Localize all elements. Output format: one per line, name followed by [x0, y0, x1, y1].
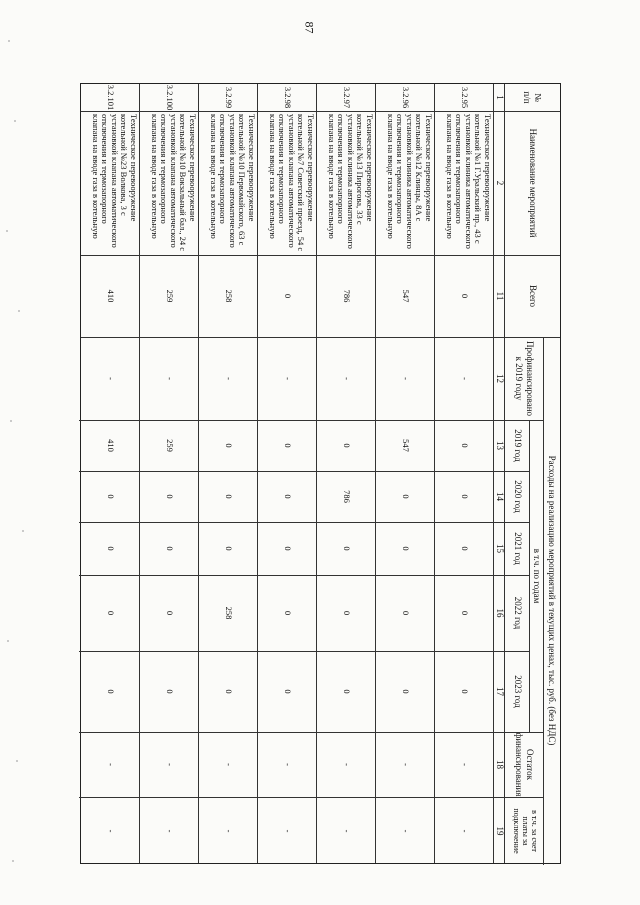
- cell-name: Техническое перевооружение котельной №10 Вокзальный бал., 24 с установкой клапана автоматического отключения и термозапорного клапана на вводе газа в котельную: [149, 114, 198, 252]
- scan-speck: [18, 310, 20, 312]
- cell-y2020: 0: [224, 494, 235, 499]
- header-group-rule: [543, 337, 544, 865]
- cell-y2020: 0: [460, 494, 471, 499]
- cell-name: Техническое перевооружение котельной №10 Первомайского, 63 с установкой клапана автоматического отключения и термозапорного клапана на вводе газа в котельную: [208, 114, 257, 248]
- cell-y2022: 258: [224, 606, 235, 620]
- cell-y2019: 547: [401, 439, 412, 452]
- cell-name: Техническое перевооружение котельной №12 Клинцы, 8А с установкой клиника автоматического отключения и термозапорного клапана на вводе газа в котельную: [385, 114, 434, 249]
- cell-y2022: 0: [401, 610, 412, 616]
- cell-rem: -: [460, 763, 471, 766]
- scan-speck: [16, 760, 18, 762]
- cell-rem: -: [342, 763, 353, 766]
- cell-rem: -: [106, 763, 117, 766]
- cell-fee: -: [224, 829, 235, 833]
- colnum-12: 12: [494, 374, 505, 383]
- cell-num: 3.2.97: [342, 86, 353, 109]
- cell-y2019: 259: [165, 439, 176, 452]
- cell-fee: -: [106, 829, 117, 833]
- cell-total: 410: [106, 289, 117, 303]
- cell-name: Техническое перевооружение котельной №7 Советский проезд, 54 с установкой клапана автоматического отключения и термозапорного клапана на вводе газа в котельную: [267, 114, 316, 252]
- scan-speck: [14, 120, 16, 122]
- scan-speck: [10, 420, 12, 422]
- investment-table: [80, 83, 561, 864]
- colnum-17: 17: [494, 687, 505, 696]
- header-years-rule: [529, 420, 530, 732]
- cell-fee: -: [165, 829, 176, 833]
- row-rule: [257, 84, 258, 863]
- cell-name: Техническое перевооружение котельной №13 Пирогова, 33 с установкой клиника автоматического отключения и термозапорного клапана на вводе газа в котельную: [326, 114, 375, 249]
- scan-speck: [22, 530, 24, 532]
- cell-y2019: 410: [106, 439, 117, 452]
- cell-num: 3.2.100: [165, 84, 176, 111]
- cell-y2023: 0: [342, 689, 353, 694]
- header-expenses-group: Расходы на реализацию мероприятий в текущих ценах, тыс. руб. (без НДС): [547, 455, 558, 746]
- cell-y2022: 0: [283, 610, 294, 616]
- cell-rem: -: [401, 763, 412, 766]
- cell-prof: -: [342, 377, 353, 380]
- page-number: 87: [302, 21, 317, 34]
- cell-y2021: 0: [460, 546, 471, 551]
- cell-y2021: 0: [401, 546, 412, 551]
- scan-speck: [6, 230, 8, 232]
- header-profinanced: Профинансировано к 2019 году: [514, 340, 535, 417]
- cell-y2023: 0: [224, 689, 235, 694]
- header-remainder: Остаток финансирования: [514, 732, 535, 797]
- cell-y2019: 0: [460, 443, 471, 448]
- header-bottom-rule: [504, 84, 505, 863]
- colnum-18: 18: [494, 760, 505, 769]
- cell-fee: -: [342, 829, 353, 833]
- header-2022: 2022 год: [512, 596, 523, 630]
- cell-y2020: 786: [342, 490, 353, 503]
- cell-prof: -: [224, 377, 235, 380]
- cell-y2023: 0: [460, 689, 471, 694]
- header-num: № п/п: [522, 91, 543, 104]
- scan-speck: [12, 860, 14, 862]
- cell-y2021: 0: [224, 546, 235, 551]
- colnum-19: 19: [494, 826, 505, 836]
- cell-y2023: 0: [106, 689, 117, 694]
- cell-rem: -: [283, 763, 294, 766]
- cell-rem: -: [224, 763, 235, 766]
- header-total: Всего: [527, 284, 538, 308]
- colnum-1: 1: [494, 95, 505, 100]
- cell-total: 547: [401, 289, 412, 303]
- cell-fee: -: [460, 829, 471, 833]
- scan-speck: [8, 40, 10, 42]
- cell-num: 3.2.99: [224, 86, 235, 109]
- cell-y2021: 0: [342, 546, 353, 551]
- cell-y2020: 0: [165, 494, 176, 499]
- cell-prof: -: [460, 377, 471, 380]
- cell-y2023: 0: [401, 689, 412, 694]
- row-rule: [434, 84, 435, 863]
- cell-prof: -: [106, 377, 117, 380]
- cell-rem: -: [165, 763, 176, 766]
- cell-name: Техническое перевооружение котельной №1 Г.Уральский пр., 43 с установкой клиника автоматического отключения и термозапорного клапана на вводе газа в котельную: [444, 114, 493, 249]
- colnum-2: 2: [494, 180, 505, 186]
- cell-y2020: 0: [106, 494, 117, 499]
- header-name: Наименование мероприятий: [527, 128, 538, 238]
- cell-y2022: 0: [165, 610, 176, 616]
- header-2019: 2019 год: [512, 429, 523, 462]
- row-rule: [139, 84, 140, 863]
- header-2023: 2023 год: [512, 675, 523, 708]
- colnum-14: 14: [494, 492, 505, 501]
- cell-y2022: 0: [342, 610, 353, 616]
- cell-prof: -: [283, 377, 294, 380]
- cell-y2021: 0: [106, 546, 117, 551]
- header-2021: 2021 год: [512, 532, 523, 565]
- colnum-16: 16: [494, 608, 505, 618]
- cell-total: 786: [342, 289, 353, 303]
- row-rule: [316, 84, 317, 863]
- cell-y2021: 0: [165, 546, 176, 551]
- cell-fee: -: [283, 829, 294, 833]
- scan-speck: [7, 640, 9, 642]
- cell-num: 3.2.96: [401, 86, 412, 109]
- cell-total: 0: [460, 293, 471, 299]
- cell-y2021: 0: [283, 546, 294, 551]
- cell-fee: -: [401, 829, 412, 833]
- cell-num: 3.2.95: [460, 86, 471, 109]
- cell-y2019: 0: [342, 443, 353, 448]
- cell-name: Техническое перевооружение котельной №23 Волкова, 3 с установкой клапана автоматического отключения и термозапорного клапана на вводе газа в котельную: [90, 114, 139, 248]
- row-rule: [375, 84, 376, 863]
- cell-y2023: 0: [283, 689, 294, 694]
- cell-y2022: 0: [460, 610, 471, 616]
- colnum-11: 11: [494, 291, 505, 301]
- cell-num: 3.2.98: [283, 86, 294, 109]
- cell-y2020: 0: [283, 494, 294, 499]
- row-rule: [198, 84, 199, 863]
- cell-prof: -: [401, 377, 412, 380]
- cell-y2020: 0: [401, 494, 412, 499]
- colnum-13: 13: [494, 441, 505, 450]
- cell-num: 3.2.101: [106, 84, 117, 111]
- header-2020: 2020 год: [512, 480, 523, 513]
- cell-y2022: 0: [106, 610, 117, 616]
- header-incl-fee: в т.ч. за счет платы за подключение: [512, 808, 539, 854]
- cell-y2019: 0: [283, 443, 294, 448]
- cell-y2019: 0: [224, 443, 235, 448]
- colnum-15: 15: [494, 544, 505, 553]
- header-incl-years: в т.ч. по годам: [532, 548, 543, 604]
- cell-total: 259: [165, 289, 176, 303]
- cell-total: 0: [283, 293, 294, 299]
- cell-total: 258: [224, 289, 235, 303]
- cell-prof: -: [165, 377, 176, 380]
- cell-y2023: 0: [165, 689, 176, 694]
